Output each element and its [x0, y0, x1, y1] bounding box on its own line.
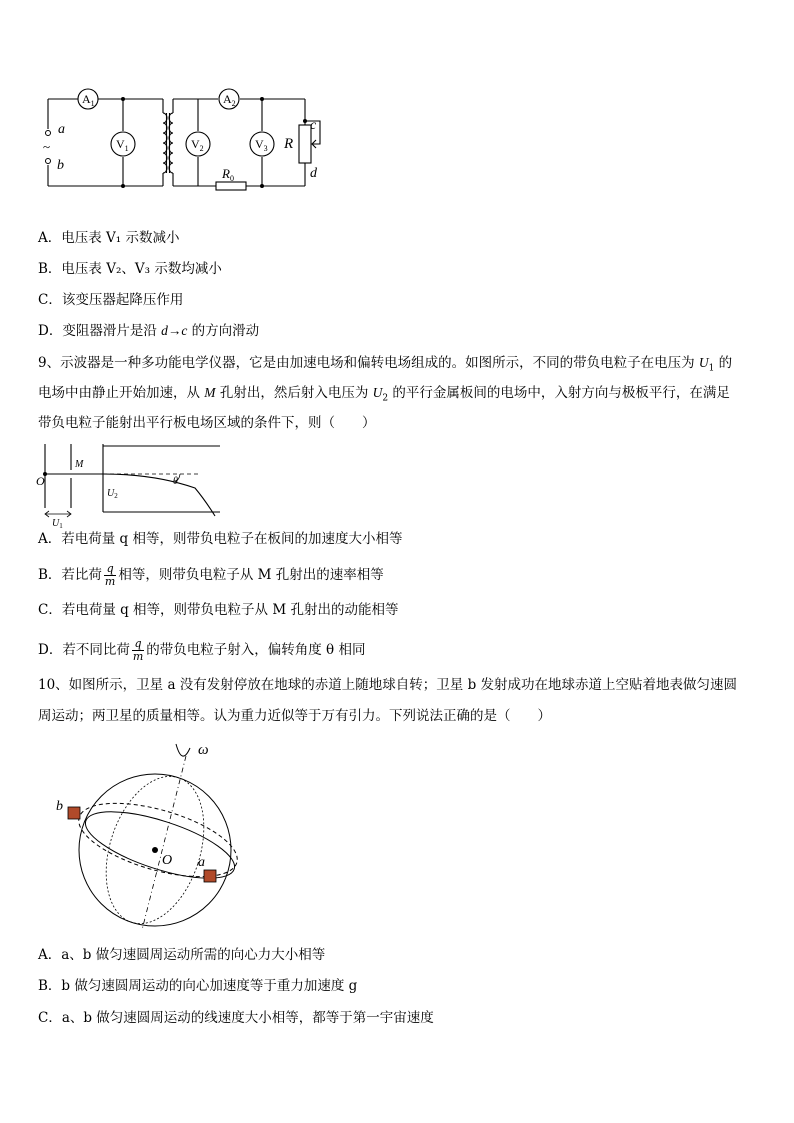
- q8-option-c: C．该变压器起降压作用: [38, 292, 184, 308]
- ratio-q-over-m: $\frac{q}{m}$: [132, 637, 144, 663]
- q10-stem-line-2: 周运动；两卫星的质量相等。认为重力近似等于万有引力。下列说法正确的是（ ）: [38, 708, 551, 724]
- satellite-a-label: a: [198, 855, 205, 870]
- angle-theta-label: θ: [173, 476, 178, 487]
- circuit-figure: [40, 85, 340, 200]
- ammeter-a1-label: $A_1$: [82, 92, 95, 108]
- terminal-a-label: a: [58, 122, 65, 137]
- rheostat-r-label: R: [284, 136, 294, 152]
- earth-satellite-figure: [50, 740, 250, 940]
- q9-stem-line-1: 9、示波器是一种多功能电学仪器，它是由加速电场和偏转电场组成的。如图所示，不同的带负电粒子在电压为 $U_1$ 的: [38, 355, 733, 374]
- oscilloscope-figure: [35, 440, 225, 528]
- ammeter-a2-label: $A_2$: [223, 92, 236, 108]
- q9-stem-line-2: 电场中由静止开始加速，从 M 孔射出，然后射入电压为 $U_2$ 的平行金属板间的电场中，入射方向与极板平行，在满足: [38, 385, 730, 404]
- q10-option-b: B．b 做匀速圆周运动的向心加速度等于重力加速度 g: [38, 978, 358, 994]
- voltage-u1-label: $U_1$: [52, 518, 63, 528]
- q10-option-c: C．a、b 做匀速圆周运动的线速度大小相等，都等于第一宇宙速度: [38, 1010, 434, 1026]
- center-o-label: O: [162, 853, 173, 868]
- q9-option-b: B．若比荷 $\frac{q}{m}$ 相等，则带负电粒子从 M 孔射出的速率相等: [38, 562, 384, 588]
- q9-option-c: C．若电荷量 q 相等，则带负电粒子从 M 孔射出的动能相等: [38, 602, 399, 618]
- q10-option-a: A．a、b 做匀速圆周运动所需的向心力大小相等: [38, 947, 326, 963]
- hole-m-label: M: [75, 459, 84, 470]
- resistor-r0-label: $R_0$: [222, 166, 234, 183]
- voltmeter-v2-label: $V_2$: [191, 137, 204, 153]
- q8-option-d: D．变阻器滑片是沿 d→c 的方向滑动: [38, 323, 260, 339]
- origin-o-label: O: [36, 474, 45, 488]
- q9-option-d: D．若不同比荷 $\frac{q}{m}$ 的带负电粒子射入，偏转角度 θ 相同: [38, 637, 366, 663]
- voltmeter-v3-label: $V_3$: [255, 137, 268, 153]
- satellite-b-label: b: [56, 799, 63, 814]
- q8-option-a: A．电压表 V₁ 示数减小: [38, 230, 180, 246]
- satellite-a: [204, 870, 216, 882]
- q9-option-a: A．若电荷量 q 相等，则带负电粒子在板间的加速度大小相等: [38, 531, 403, 547]
- q9-stem-line-3: 带负电粒子能射出平行板电场区域的条件下，则（ ）: [38, 415, 376, 431]
- voltage-u2-label: $U_2$: [107, 488, 118, 500]
- omega-label: ω: [198, 742, 209, 758]
- ratio-q-over-m: $\frac{q}{m}$: [104, 562, 116, 588]
- ac-symbol: ~: [43, 139, 51, 154]
- rheostat-d-label: d: [310, 166, 317, 181]
- terminal-b-label: b: [57, 158, 64, 173]
- voltmeter-v1-label: $V_1$: [116, 137, 129, 153]
- q8-option-b: B．电压表 V₂、V₃ 示数均减小: [38, 261, 222, 277]
- rheostat-c-label: c: [310, 118, 317, 133]
- q10-stem-line-1: 10、如图所示，卫星 a 没有发射停放在地球的赤道上随地球自转；卫星 b 发射成功在地球赤道上空贴着地表做匀速圆: [38, 677, 738, 693]
- satellite-b: [68, 807, 80, 819]
